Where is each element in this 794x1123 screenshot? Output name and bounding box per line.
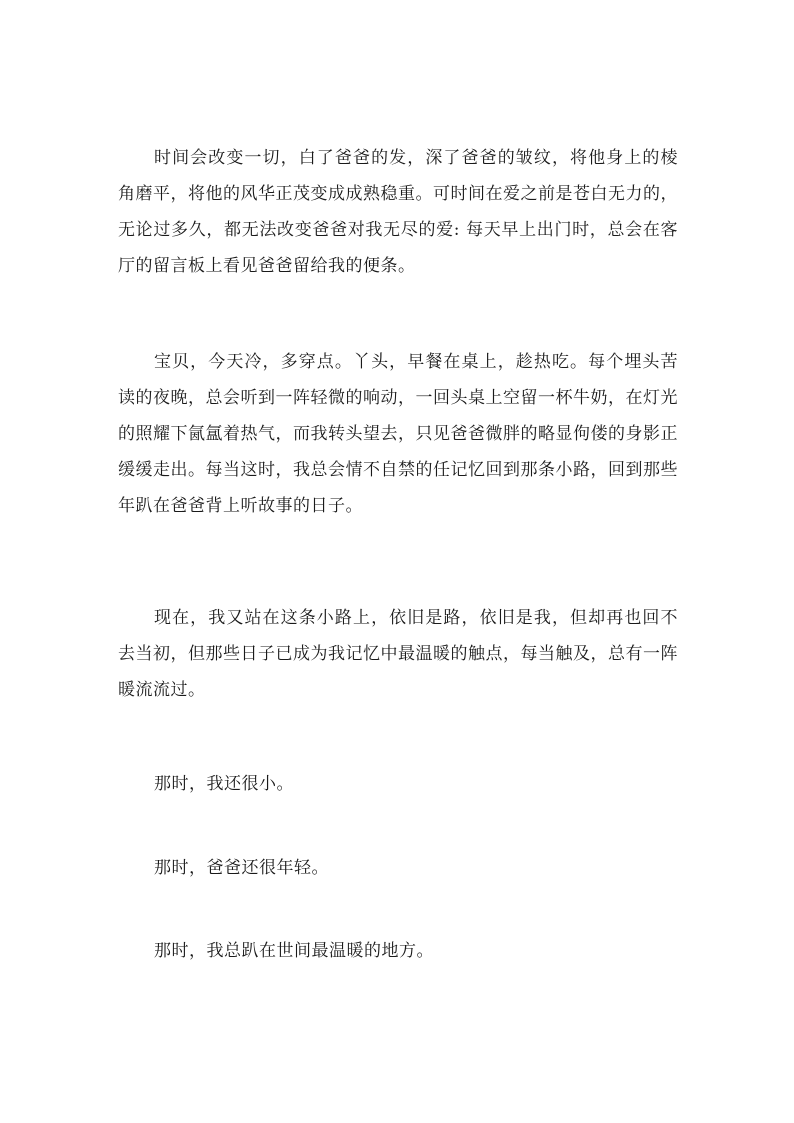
paragraph-standing-on-path: 现在，我又站在这条小路上，依旧是路，依旧是我，但却再也回不去当初，但那些日子已成为我记忆中最温暖的触点，每当触及，总有一阵暖流流过。 bbox=[118, 608, 678, 700]
paragraph-warmest-place: 那时，我总趴在世间最温暖的地方。 bbox=[154, 941, 434, 961]
paragraph-dad-was-young: 那时，爸爸还很年轻。 bbox=[154, 858, 329, 878]
paragraph-i-was-small: 那时，我还很小。 bbox=[154, 774, 294, 794]
paragraph-notes-and-milk: 宝贝，今天冷，多穿点。丫头，早餐在桌上，趁热吃。每个埋头苦读的夜晚，总会听到一阵轻微的响动，一回头桌上空留一杯牛奶，在灯光的照耀下氤氲着热气，而我转头望去，只见爸爸微胖的略显佝偻的身影正缓缓走出。每当这时，我总会情不自禁的任记忆回到那条小路，回到那些年趴在爸爸背上听故事的日子。 bbox=[118, 352, 678, 516]
paragraph-time-changes: 时间会改变一切，白了爸爸的发，深了爸爸的皱纹，将他身上的棱角磨平，将他的风华正茂变成成熟稳重。可时间在爱之前是苍白无力的，无论过多久，都无法改变爸爸对我无尽的爱: 每天早上出门时，总会在客厅的留言板上看见爸爸留给我的便条。 bbox=[118, 148, 678, 276]
